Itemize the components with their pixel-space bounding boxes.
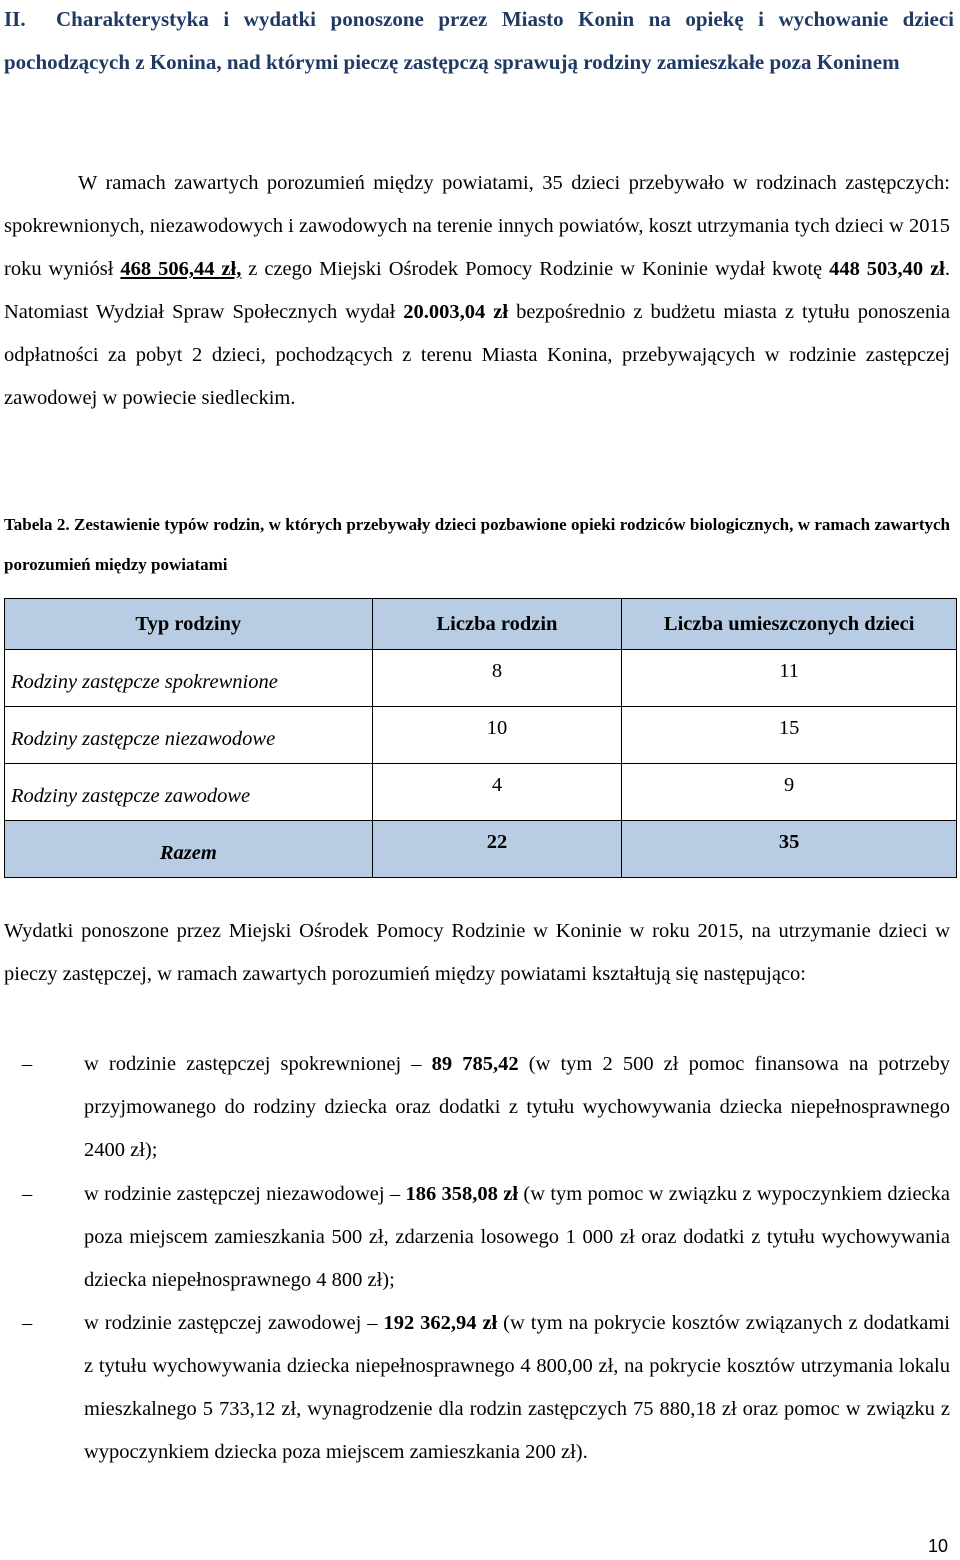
list-item [4,1302,950,1474]
header-family-count: Liczba rodzin [372,599,622,650]
section-number: II. [4,7,26,31]
total-label-cell: Razem [5,821,373,878]
family-count-cell: 8 [372,650,622,707]
expense-text: w rodzinie zastępczej zawodowej – [84,1312,384,1334]
expense-amount: 89 785,42 [431,1053,519,1075]
expense-details: (w tym na pokrycie kosztów związanych z dodatkami z tytułu wychowywania dziecka niepełnosprawnego 4 800,00 zł, na pokrycie kosztów utrzymania lokalu mieszkalnego 5 733,12 zł, wynagrodzenie dla rodzin zastępczych 75 880,18 zł oraz pomoc w związku z wypoczynkiem dziecka poza miejscem zamieszkania 200 zł). [84,1312,951,1463]
header-family-type: Typ rodziny [5,599,373,650]
expense-details: (w tym pomoc w związku z wypoczynkiem dziecka poza miejscem zamieszkania 500 zł, zdarzenia losowego 1 000 zł oraz dodatki z tytułu wychowywania dziecka niepełnosprawnego 4 800 zł); [84,1182,951,1291]
family-type-cell: Rodziny zastępcze zawodowe [5,764,373,821]
family-type-cell: Rodziny zastępcze niezawodowe [5,707,373,764]
family-type-cell: Rodziny zastępcze spokrewnione [5,650,373,707]
table-total-row [5,821,957,878]
intro-text-1: W ramach zawartych porozumień między powiatami, 35 dzieci przebywało w rodzinach zastępczych: spokrewnionych, niezawodowych i zawodowych na terenie innych powiatów, koszt utrzymania tych dzieci w 2015 roku wyniósł [4,172,950,280]
list-item [4,1173,950,1302]
table-row [5,764,957,821]
total-family-count-cell: 22 [372,821,622,878]
total-children-count-cell: 35 [622,821,957,878]
section-heading [4,0,954,84]
expense-amount: 192 362,94 zł [383,1312,498,1334]
intro-text-4: bezpośrednio z budżetu miasta z tytułu ponoszenia odpłatności za pobyt 2 dzieci, pochodzących z terenu Miasta Konina, przebywających w rodzinie zastępczej zawodowej w powiecie siedleckim. [4,301,950,409]
expenses-list [4,1043,950,1475]
table-row [5,650,957,707]
intro-amount-wss: 20.003,04 zł [403,301,509,323]
intro-text-3: . Natomiast Wydział Spraw Społecznych wydał [4,258,951,323]
intro-text-2: z czego Miejski Ośrodek Pomocy Rodzinie w Koninie wydał kwotę [241,258,830,280]
expense-text: w rodzinie zastępczej niezawodowej – [84,1182,406,1205]
list-item [4,1043,950,1172]
expenses-intro-paragraph: Wydatki ponoszone przez Miejski Ośrodek Pomocy Rodzinie w Koninie w roku 2015, na utrzymanie dzieci w pieczy zastępczej, w ramach zawartych porozumień między powiatami kształtują się następująco: [4,920,950,985]
expense-text: w rodzinie zastępczej spokrewnionej – [84,1053,432,1075]
family-count-cell: 4 [372,764,622,821]
intro-amount-mopr: 448 503,40 zł [829,258,945,280]
family-count-cell: 10 [372,707,622,764]
children-count-cell: 9 [622,764,957,821]
list-dash: – [22,1053,33,1075]
list-dash: – [22,1312,33,1334]
page-number: 10 [927,1536,948,1556]
table-caption: Tabela 2. Zestawienie typów rodzin, w których przebywały dzieci pozbawione opieki rodziców biologicznych, w ramach zawartych porozumień między powiatami [4,515,950,574]
intro-amount-total: 468 506,44 zł, [120,258,242,280]
children-count-cell: 15 [622,707,957,764]
expense-amount: 186 358,08 zł [405,1182,519,1205]
section-title: Charakterystyka i wydatki ponoszone przez Miasto Konin na opiekę i wychowanie dzieci pochodzących z Konina, nad którymi pieczę zastępczą sprawują rodziny zamieszkałe poza Koninem [4,7,954,74]
header-children-count: Liczba umieszczonych dzieci [622,599,957,650]
table-row [5,707,957,764]
children-count-cell: 11 [622,650,957,707]
family-types-table [4,598,957,878]
expense-details: (w tym 2 500 zł pomoc finansowa na potrzeby przyjmowanego do rodziny dziecka oraz dodatki z tytułu wychowywania dziecka niepełnosprawnego 2400 zł); [84,1053,951,1161]
intro-paragraph [4,162,950,420]
list-dash: – [22,1182,33,1205]
table-header-row [5,599,957,650]
